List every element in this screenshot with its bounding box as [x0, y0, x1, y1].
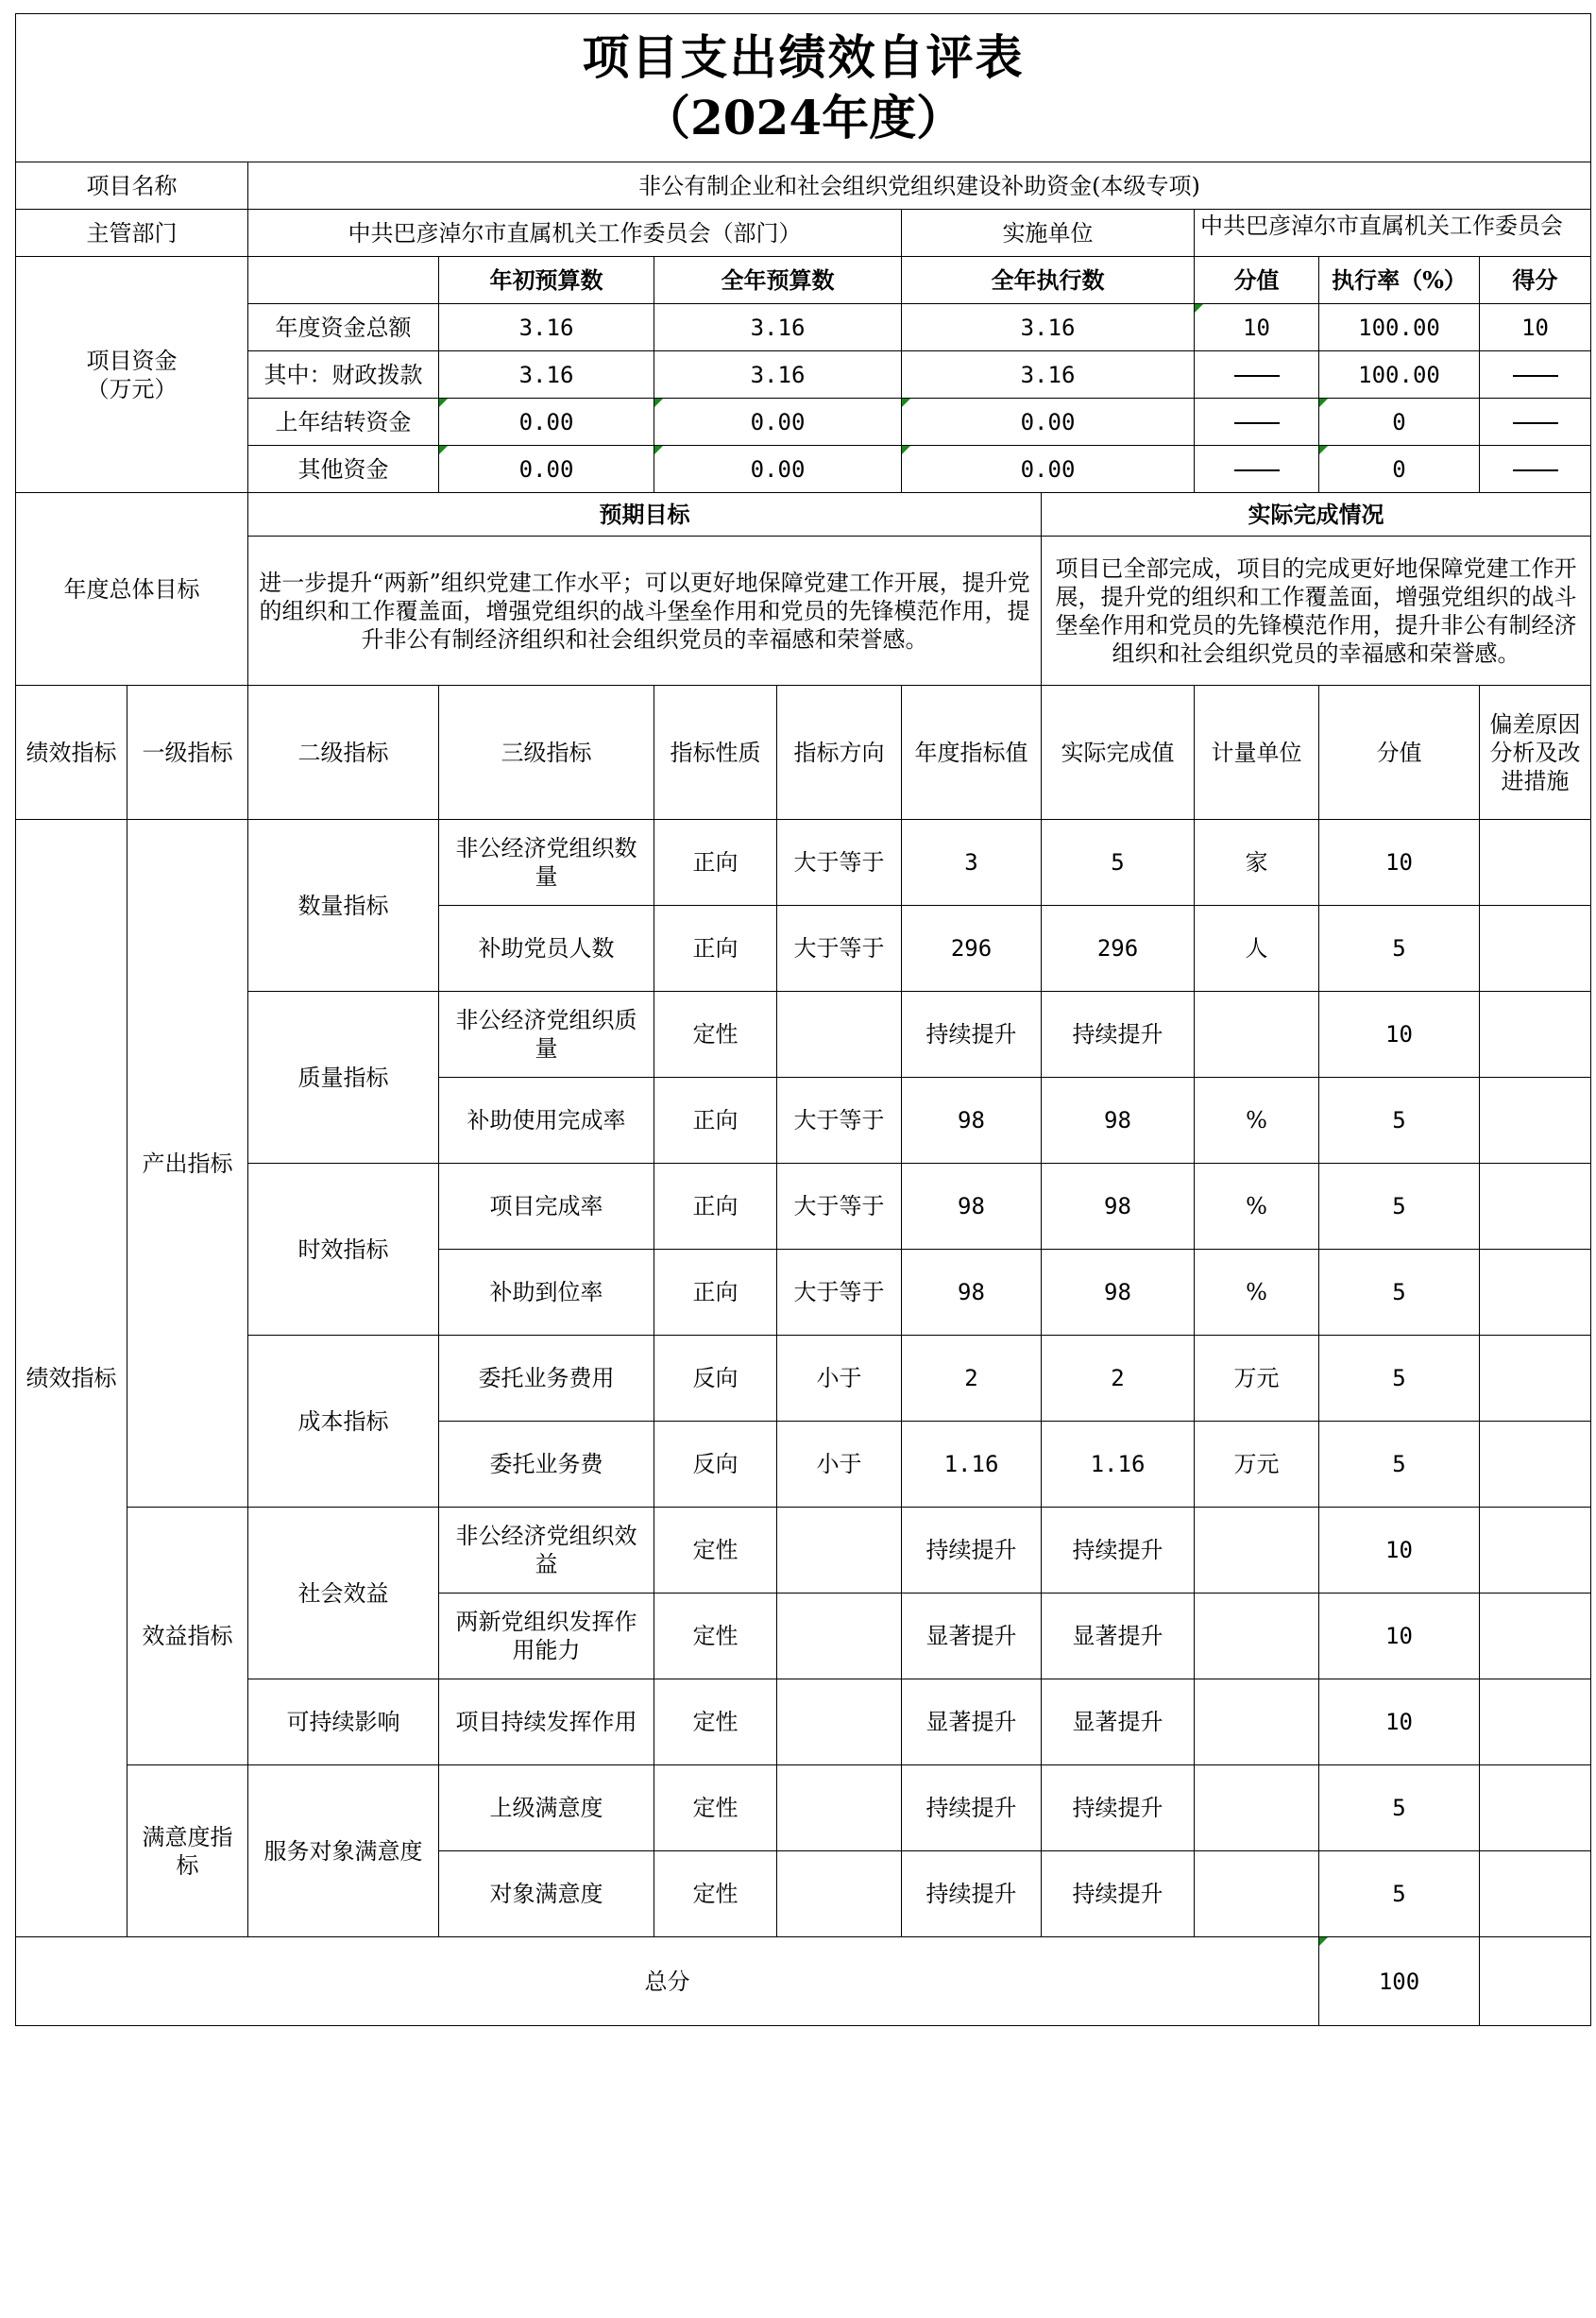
- project-name-value: 非公有制企业和社会组织党组织建设补助资金(本级专项): [248, 162, 1591, 210]
- indicator-direction: [777, 1508, 902, 1594]
- level2-indicator: 可持续影响: [248, 1679, 439, 1765]
- hdr-direction: 指标方向: [777, 686, 902, 820]
- indicator-score: 5: [1319, 1851, 1480, 1937]
- project-name-label: 项目名称: [16, 162, 248, 210]
- level1-indicator: 产出指标: [127, 820, 248, 1508]
- indicator-nature: 正向: [654, 1078, 777, 1164]
- hdr-score: 分值: [1319, 686, 1480, 820]
- level2-indicator: 时效指标: [248, 1164, 439, 1336]
- level3-indicator: 非公经济党组织数量: [439, 820, 654, 906]
- fund-rate: 0: [1319, 399, 1480, 446]
- indicator-direction: [777, 1851, 902, 1937]
- indicator-actual: 296: [1042, 906, 1195, 992]
- indicator-deviation-note: [1480, 1164, 1591, 1250]
- indicator-deviation-note: [1480, 1851, 1591, 1937]
- dash-mark: [1513, 469, 1558, 471]
- indicator-deviation-note: [1480, 1336, 1591, 1422]
- indicator-unit: [1195, 992, 1319, 1078]
- hdr-nature: 指标性质: [654, 686, 777, 820]
- funds-header-score-value: 分值: [1195, 257, 1319, 304]
- indicator-actual: 显著提升: [1042, 1594, 1195, 1679]
- fund-initial: 0.00: [439, 446, 654, 493]
- fund-row-label: 其他资金: [248, 446, 439, 493]
- indicator-unit: 人: [1195, 906, 1319, 992]
- funds-section-label: 项目资金 （万元）: [16, 257, 248, 493]
- indicator-score: 5: [1319, 1078, 1480, 1164]
- fund-score-value: [1195, 399, 1319, 446]
- goals-expected-header: 预期目标: [248, 493, 1042, 537]
- level2-indicator: 质量指标: [248, 992, 439, 1164]
- hdr-deviation: 偏差原因分析及改进措施: [1480, 686, 1591, 820]
- indicator-direction: 大于等于: [777, 820, 902, 906]
- fund-score-value: [1195, 351, 1319, 399]
- fund-rate: 0: [1319, 446, 1480, 493]
- funds-header-score: 得分: [1480, 257, 1591, 304]
- hdr-target: 年度指标值: [902, 686, 1042, 820]
- indicator-nature: 定性: [654, 1765, 777, 1851]
- level2-indicator: 社会效益: [248, 1508, 439, 1679]
- fund-score: [1480, 351, 1591, 399]
- fund-executed: 0.00: [902, 446, 1195, 493]
- indicator-target: 显著提升: [902, 1679, 1042, 1765]
- indicator-direction: [777, 992, 902, 1078]
- fund-annual: 3.16: [654, 351, 902, 399]
- indicator-score: 5: [1319, 1164, 1480, 1250]
- indicator-target: 98: [902, 1078, 1042, 1164]
- level2-indicator: 成本指标: [248, 1336, 439, 1508]
- indicator-score: 10: [1319, 1508, 1480, 1594]
- level3-indicator: 委托业务费用: [439, 1336, 654, 1422]
- impl-value: [1195, 210, 1591, 257]
- indicator-direction: [777, 1594, 902, 1679]
- evaluation-table: [15, 13, 1591, 2026]
- impl-value-text: 中共巴彦淖尔市直属机关工作委员会: [1200, 213, 1563, 239]
- indicator-target: 持续提升: [902, 992, 1042, 1078]
- indicator-deviation-note: [1480, 906, 1591, 992]
- indicator-nature: 正向: [654, 1164, 777, 1250]
- dept-label: 主管部门: [16, 210, 248, 257]
- level3-indicator: 上级满意度: [439, 1765, 654, 1851]
- hdr-level2: 二级指标: [248, 686, 439, 820]
- level1-indicator: 满意度指标: [127, 1765, 248, 1937]
- indicator-actual: 持续提升: [1042, 992, 1195, 1078]
- indicator-score: 10: [1319, 1594, 1480, 1679]
- funds-header-rate: 执行率（%）: [1319, 257, 1480, 304]
- total-label: 总分: [16, 1937, 1319, 2026]
- indicator-target: 3: [902, 820, 1042, 906]
- indicator-deviation-note: [1480, 1422, 1591, 1508]
- indicator-score: 5: [1319, 906, 1480, 992]
- fund-initial: 3.16: [439, 351, 654, 399]
- fund-annual: 0.00: [654, 446, 902, 493]
- indicator-direction: 大于等于: [777, 1250, 902, 1336]
- dash-mark: [1513, 422, 1558, 424]
- indicator-actual: 5: [1042, 820, 1195, 906]
- indicator-deviation-note: [1480, 1078, 1591, 1164]
- indicator-target: 持续提升: [902, 1508, 1042, 1594]
- fund-score: 10: [1480, 304, 1591, 351]
- indicator-unit: [1195, 1851, 1319, 1937]
- level3-indicator: 委托业务费: [439, 1422, 654, 1508]
- hdr-level3: 三级指标: [439, 686, 654, 820]
- indicator-actual: 持续提升: [1042, 1851, 1195, 1937]
- indicator-direction: 大于等于: [777, 1164, 902, 1250]
- fund-executed: 3.16: [902, 304, 1195, 351]
- indicator-score: 10: [1319, 820, 1480, 906]
- fund-initial: 3.16: [439, 304, 654, 351]
- indicator-target: 98: [902, 1164, 1042, 1250]
- indicator-target: 显著提升: [902, 1594, 1042, 1679]
- indicator-target: 98: [902, 1250, 1042, 1336]
- impl-label: 实施单位: [902, 210, 1195, 257]
- level1-indicator: 效益指标: [127, 1508, 248, 1765]
- fund-row-label: 年度资金总额: [248, 304, 439, 351]
- level3-indicator: 对象满意度: [439, 1851, 654, 1937]
- goals-section-label: 年度总体目标: [16, 493, 248, 686]
- indicator-target: 持续提升: [902, 1851, 1042, 1937]
- indicator-deviation-note: [1480, 1508, 1591, 1594]
- hdr-level1: 一级指标: [127, 686, 248, 820]
- indicator-unit: [1195, 1508, 1319, 1594]
- indicator-unit: 万元: [1195, 1422, 1319, 1508]
- dash-mark: [1234, 375, 1280, 377]
- total-note: [1480, 1937, 1591, 2026]
- indicator-nature: 定性: [654, 1594, 777, 1679]
- indicator-actual: 98: [1042, 1078, 1195, 1164]
- indicator-unit: [1195, 1765, 1319, 1851]
- indicator-deviation-note: [1480, 992, 1591, 1078]
- indicator-nature: 正向: [654, 820, 777, 906]
- dash-mark: [1513, 375, 1558, 377]
- indicator-unit: %: [1195, 1250, 1319, 1336]
- fund-rate: 100.00: [1319, 304, 1480, 351]
- indicator-score: 5: [1319, 1422, 1480, 1508]
- dash-mark: [1234, 469, 1280, 471]
- fund-score: [1480, 446, 1591, 493]
- indicator-deviation-note: [1480, 820, 1591, 906]
- hdr-performance: 绩效指标: [16, 686, 127, 820]
- fund-executed: 0.00: [902, 399, 1195, 446]
- indicator-score: 5: [1319, 1336, 1480, 1422]
- indicator-direction: [777, 1679, 902, 1765]
- level3-indicator: 补助使用完成率: [439, 1078, 654, 1164]
- indicator-unit: [1195, 1594, 1319, 1679]
- indicator-score: 5: [1319, 1765, 1480, 1851]
- level3-indicator: 项目持续发挥作用: [439, 1679, 654, 1765]
- fund-score-value: [1195, 446, 1319, 493]
- level3-indicator: 补助到位率: [439, 1250, 654, 1336]
- page-title: 项目支出绩效自评表: [582, 29, 1025, 85]
- indicator-actual: 98: [1042, 1164, 1195, 1250]
- indicator-nature: 反向: [654, 1336, 777, 1422]
- dept-value: 中共巴彦淖尔市直属机关工作委员会（部门）: [248, 210, 902, 257]
- total-score: 100: [1319, 1937, 1480, 2026]
- indicator-unit: [1195, 1679, 1319, 1765]
- indicator-direction: 大于等于: [777, 1078, 902, 1164]
- goals-actual-text: 项目已全部完成，项目的完成更好地保障党建工作开展，提升党的组织和工作覆盖面，增强党组织的战斗堡垒作用和党员的先锋模范作用，提升非公有制经济组织和社会组织党员的幸福感和荣誉感。: [1042, 537, 1591, 686]
- indicator-unit: 家: [1195, 820, 1319, 906]
- indicator-target: 296: [902, 906, 1042, 992]
- goals-actual-header: 实际完成情况: [1042, 493, 1591, 537]
- indicator-actual: 98: [1042, 1250, 1195, 1336]
- indicator-nature: 正向: [654, 906, 777, 992]
- indicator-nature: 定性: [654, 1851, 777, 1937]
- fund-score-value: 10: [1195, 304, 1319, 351]
- level2-indicator: 服务对象满意度: [248, 1765, 439, 1937]
- indicator-unit: %: [1195, 1164, 1319, 1250]
- indicator-unit: %: [1195, 1078, 1319, 1164]
- indicator-score: 10: [1319, 1679, 1480, 1765]
- indicator-direction: 小于: [777, 1422, 902, 1508]
- fund-row-label: 其中：财政拨款: [248, 351, 439, 399]
- indicator-nature: 反向: [654, 1422, 777, 1508]
- indicator-actual: 持续提升: [1042, 1765, 1195, 1851]
- self-evaluation-sheet: [15, 13, 1591, 2026]
- fund-annual: 0.00: [654, 399, 902, 446]
- dash-mark: [1234, 422, 1280, 424]
- indicator-nature: 正向: [654, 1250, 777, 1336]
- funds-header-blank: [248, 257, 439, 304]
- indicator-actual: 2: [1042, 1336, 1195, 1422]
- indicator-nature: 定性: [654, 1508, 777, 1594]
- goals-expected-text: 进一步提升“两新”组织党建工作水平；可以更好地保障党建工作开展，提升党的组织和工作覆盖面，增强党组织的战斗堡垒作用和党员的先锋模范作用，提升非公有制经济组织和社会组织党员的幸福感和荣誉感。: [248, 537, 1042, 686]
- level3-indicator: 非公经济党组织质量: [439, 992, 654, 1078]
- indicator-actual: 持续提升: [1042, 1508, 1195, 1594]
- fund-annual: 3.16: [654, 304, 902, 351]
- level3-indicator: 补助党员人数: [439, 906, 654, 992]
- level2-indicator: 数量指标: [248, 820, 439, 992]
- level3-indicator: 非公经济党组织效益: [439, 1508, 654, 1594]
- indicator-score: 10: [1319, 992, 1480, 1078]
- indicator-nature: 定性: [654, 1679, 777, 1765]
- indicator-direction: 小于: [777, 1336, 902, 1422]
- fund-initial: 0.00: [439, 399, 654, 446]
- indicator-score: 5: [1319, 1250, 1480, 1336]
- indicator-actual: 1.16: [1042, 1422, 1195, 1508]
- fund-rate: 100.00: [1319, 351, 1480, 399]
- funds-header-annual: 全年预算数: [654, 257, 902, 304]
- hdr-unit: 计量单位: [1195, 686, 1319, 820]
- hdr-actual: 实际完成值: [1042, 686, 1195, 820]
- page-subtitle-year: （2024年度）: [642, 90, 964, 145]
- level3-indicator: 两新党组织发挥作用能力: [439, 1594, 654, 1679]
- funds-header-executed: 全年执行数: [902, 257, 1195, 304]
- indicator-deviation-note: [1480, 1765, 1591, 1851]
- indicator-deviation-note: [1480, 1250, 1591, 1336]
- indicator-direction: 大于等于: [777, 906, 902, 992]
- fund-row-label: 上年结转资金: [248, 399, 439, 446]
- indicator-target: 持续提升: [902, 1765, 1042, 1851]
- title-block: [16, 14, 1591, 162]
- indicator-actual: 显著提升: [1042, 1679, 1195, 1765]
- indicator-unit: 万元: [1195, 1336, 1319, 1422]
- indicator-direction: [777, 1765, 902, 1851]
- performance-side-label: 绩效指标: [16, 820, 127, 1937]
- indicator-target: 1.16: [902, 1422, 1042, 1508]
- indicator-deviation-note: [1480, 1594, 1591, 1679]
- funds-header-initial: 年初预算数: [439, 257, 654, 304]
- indicator-nature: 定性: [654, 992, 777, 1078]
- level3-indicator: 项目完成率: [439, 1164, 654, 1250]
- indicator-target: 2: [902, 1336, 1042, 1422]
- fund-executed: 3.16: [902, 351, 1195, 399]
- fund-score: [1480, 399, 1591, 446]
- indicator-deviation-note: [1480, 1679, 1591, 1765]
